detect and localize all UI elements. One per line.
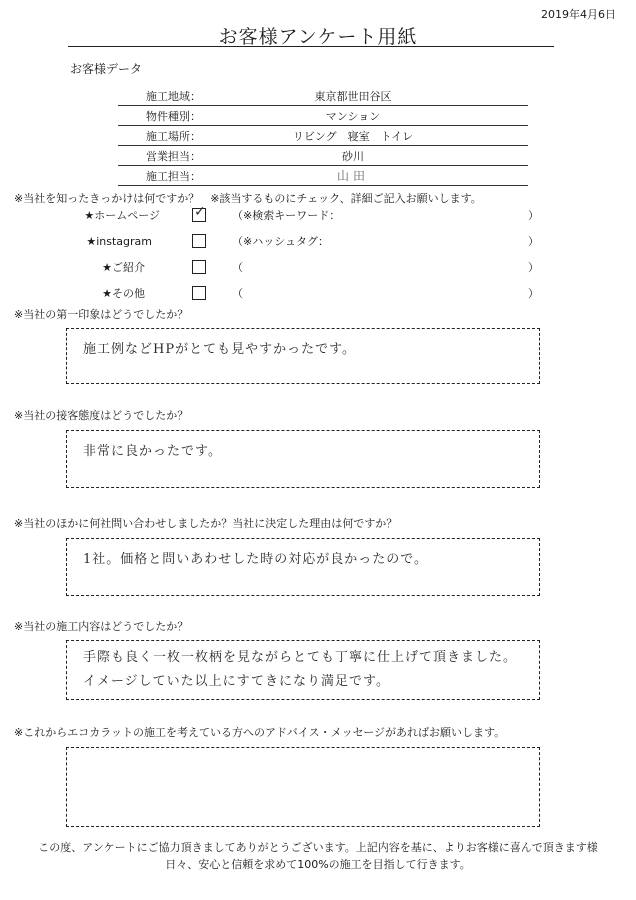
property-type-label: 物件種別： <box>146 109 201 123</box>
title-underline <box>68 46 554 47</box>
customer-data-table <box>118 86 528 186</box>
q5-answer-box[interactable] <box>66 640 540 700</box>
instagram-detail: （※ハッシュタグ： <box>232 235 329 248</box>
survey-date: 2019年4月6日 <box>541 8 616 21</box>
other-checkbox[interactable] <box>192 286 206 300</box>
q4-answer: 1社。価格と問いあわせした時の対応が良かったので。 <box>83 552 429 567</box>
property-type-value: マンション <box>325 109 381 123</box>
location-label: 施工場所： <box>146 129 201 143</box>
q6-answer-box[interactable] <box>66 747 540 827</box>
installer-label: 施工担当： <box>146 169 201 183</box>
referral-checkbox[interactable] <box>192 260 206 274</box>
option-referral <box>0 258 636 276</box>
area-value: 東京都世田谷区 <box>314 89 392 103</box>
instagram-checkbox[interactable] <box>192 234 206 248</box>
installer-value: 山田 <box>336 169 369 183</box>
sales-rep-label: 営業担当： <box>146 149 201 163</box>
q2-text: ※当社の第一印象はどうでしたか？ <box>14 308 189 321</box>
other-detail: （ <box>232 287 243 300</box>
option-homepage-label: ★ホームページ <box>84 209 160 222</box>
check-icon: ✓ <box>194 204 206 220</box>
customer-section-label: お客様データ <box>70 62 143 76</box>
option-other-label: ★その他 <box>102 287 145 300</box>
homepage-close-paren: ） <box>528 209 539 222</box>
customer-row-property-type <box>118 106 528 126</box>
option-referral-label: ★ご紹介 <box>102 261 145 274</box>
q5-answer-line2: イメージしていた以上にすてきになり満足です。 <box>83 674 390 689</box>
homepage-detail: （※検索キーワード： <box>232 209 341 222</box>
page-title: お客様アンケート用紙 <box>218 26 418 48</box>
referral-close-paren: ） <box>528 261 539 274</box>
q2-answer: 施工例などHPがとても見やすかったです。 <box>83 342 357 357</box>
q5-answer-line1: 手際も良く一枚一枚柄を見ながらとても丁寧に仕上げて頂きました。 <box>83 650 518 665</box>
q2-answer-box[interactable] <box>66 328 540 384</box>
option-instagram-label: ★instagram <box>86 234 152 248</box>
q5-text: ※当社の施工内容はどうでしたか？ <box>14 620 189 633</box>
customer-row-installer <box>118 166 528 186</box>
q1-text: ※当社を知ったきっかけは何ですか？ ※該当するものにチェック、詳細ご記入お願いします。 <box>14 192 482 205</box>
q6-text: ※これからエコカラットの施工を考えている方へのアドバイス・メッセージがあればお願いします。 <box>14 726 506 739</box>
footer-line1: この度、アンケートにご協力頂きましてありがとうございます。上記内容を基に、よりお客様に喜んで頂きます様 <box>38 841 598 854</box>
option-instagram <box>0 232 636 250</box>
referral-detail: （ <box>232 261 243 274</box>
q3-text: ※当社の接客態度はどうでしたか？ <box>14 409 189 422</box>
q4-answer-box[interactable] <box>66 538 540 596</box>
customer-row-location <box>118 126 528 146</box>
instagram-close-paren: ） <box>528 235 539 248</box>
option-other <box>0 284 636 302</box>
q3-answer: 非常に良かったです。 <box>83 444 222 459</box>
customer-row-area <box>118 86 528 106</box>
area-label: 施工地域： <box>146 89 201 103</box>
q4-text: ※当社のほかに何社問い合わせしましたか？当社に決定した理由は何ですか？ <box>14 517 398 530</box>
footer-line2: 日々、安心と信頼を求めて100%の施工を目指して行きます。 <box>165 858 471 871</box>
customer-row-sales-rep <box>118 146 528 166</box>
other-close-paren: ） <box>528 287 539 300</box>
q3-answer-box[interactable] <box>66 430 540 488</box>
location-value: リビング 寝室 トイレ <box>292 129 414 143</box>
option-homepage <box>0 206 636 224</box>
homepage-checkbox[interactable] <box>192 204 206 222</box>
sales-rep-value: 砂川 <box>342 149 364 163</box>
